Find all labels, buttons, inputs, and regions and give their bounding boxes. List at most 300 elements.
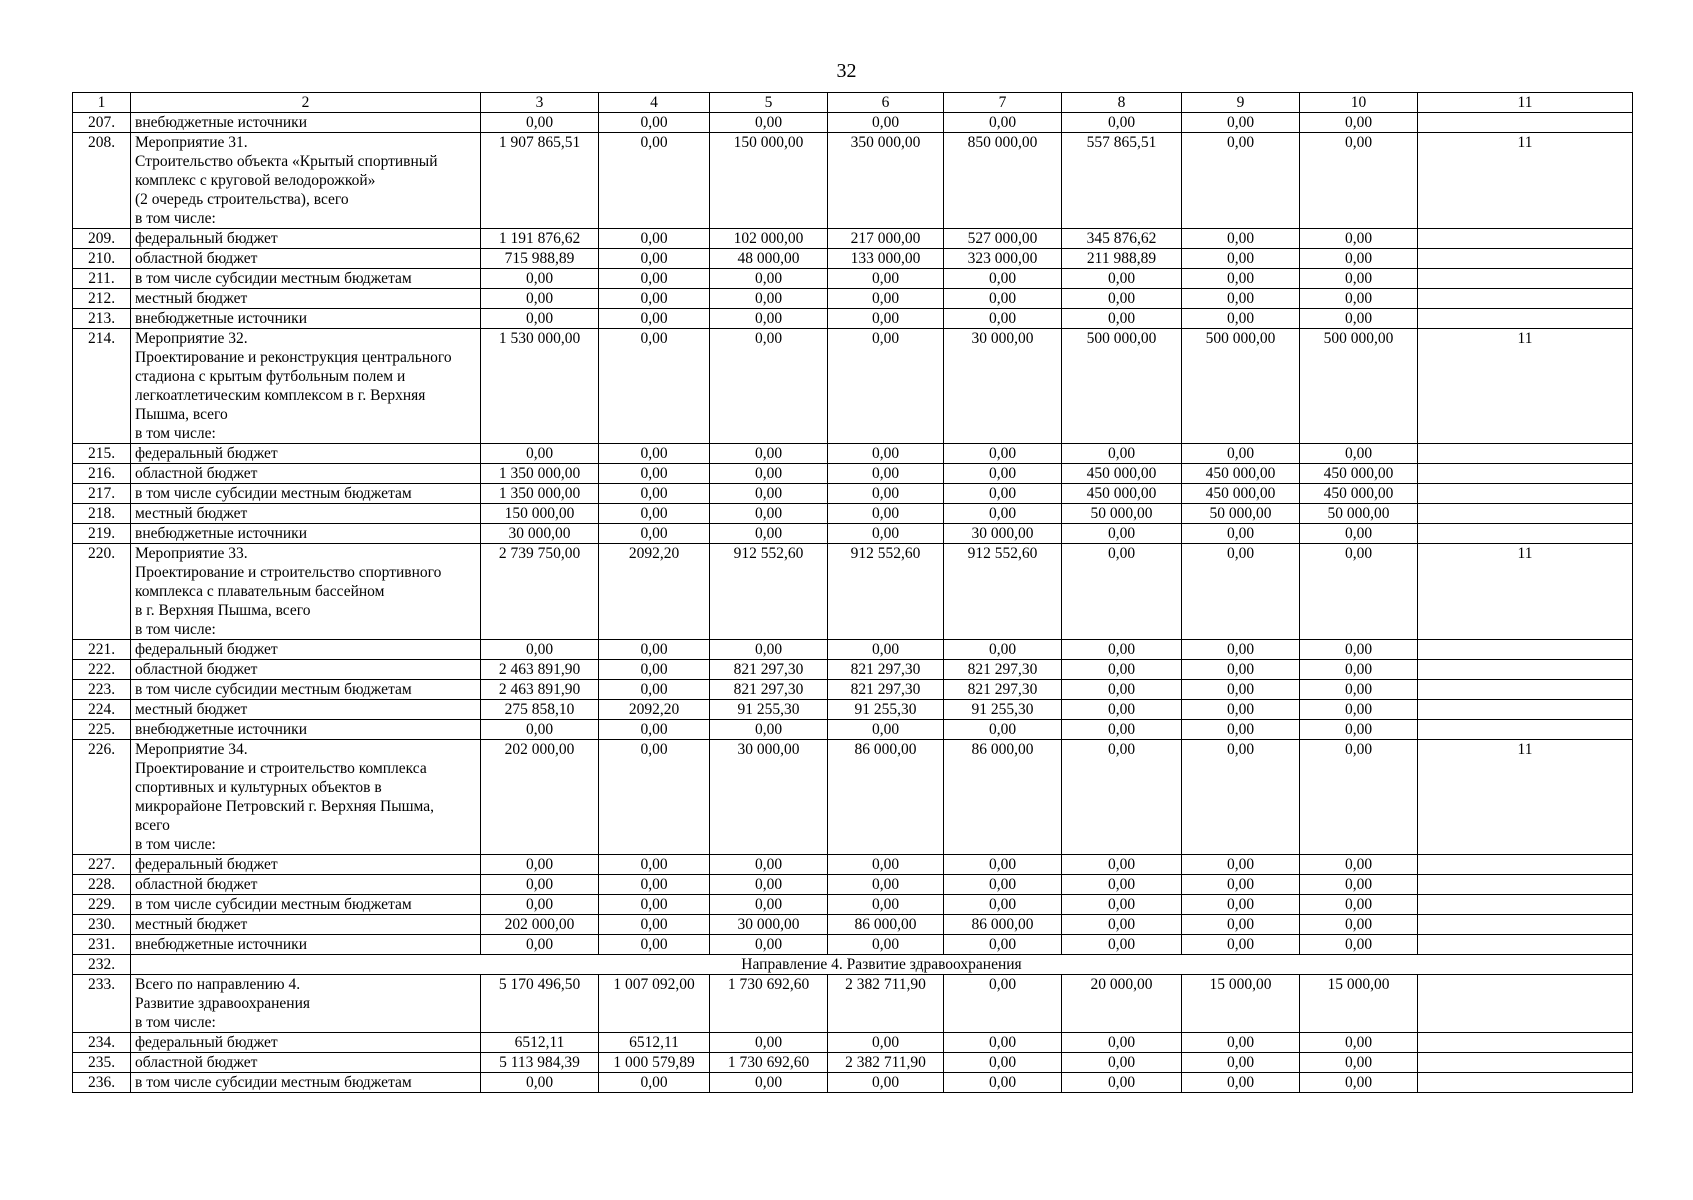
amount-cell: 821 297,30 — [828, 660, 944, 680]
amount-cell: 0,00 — [1300, 269, 1418, 289]
row-number: 224. — [73, 700, 131, 720]
amount-cell: 0,00 — [1182, 289, 1300, 309]
amount-cell: 15 000,00 — [1182, 975, 1300, 1033]
amount-cell: 0,00 — [599, 524, 710, 544]
column-header: 11 — [1418, 93, 1633, 113]
amount-cell: 0,00 — [1300, 524, 1418, 544]
amount-cell: 0,00 — [710, 895, 828, 915]
amount-cell: 500 000,00 — [1300, 329, 1418, 444]
amount-cell: 0,00 — [710, 640, 828, 660]
row-number: 219. — [73, 524, 131, 544]
amount-cell: 0,00 — [481, 269, 599, 289]
row-label: федеральный бюджет — [131, 640, 481, 660]
amount-cell: 0,00 — [1182, 229, 1300, 249]
amount-cell: 0,00 — [1300, 544, 1418, 640]
amount-cell: 0,00 — [599, 720, 710, 740]
amount-cell: 0,00 — [1182, 935, 1300, 955]
target-indicator-cell — [1418, 289, 1633, 309]
amount-cell: 0,00 — [599, 935, 710, 955]
amount-cell: 0,00 — [1182, 740, 1300, 855]
amount-cell: 0,00 — [599, 855, 710, 875]
column-header: 4 — [599, 93, 710, 113]
target-indicator-cell — [1418, 504, 1633, 524]
row-label: федеральный бюджет — [131, 444, 481, 464]
amount-cell: 0,00 — [828, 464, 944, 484]
amount-cell: 0,00 — [944, 484, 1062, 504]
amount-cell: 912 552,60 — [944, 544, 1062, 640]
table-row — [73, 700, 1633, 720]
amount-cell: 0,00 — [710, 504, 828, 524]
amount-cell: 0,00 — [599, 895, 710, 915]
amount-cell: 0,00 — [1182, 700, 1300, 720]
amount-cell: 202 000,00 — [481, 915, 599, 935]
amount-cell: 821 297,30 — [710, 680, 828, 700]
target-indicator-cell: 11 — [1418, 544, 1633, 640]
row-label: в том числе субсидии местным бюджетам — [131, 895, 481, 915]
table-row — [73, 133, 1633, 229]
amount-cell: 0,00 — [599, 640, 710, 660]
row-label: Всего по направлению 4. Развитие здравоохранения в том числе: — [131, 975, 481, 1033]
amount-cell: 0,00 — [481, 935, 599, 955]
row-number: 231. — [73, 935, 131, 955]
row-label: в том числе субсидии местным бюджетам — [131, 484, 481, 504]
amount-cell: 0,00 — [1300, 700, 1418, 720]
amount-cell: 0,00 — [1062, 289, 1182, 309]
amount-cell: 0,00 — [944, 464, 1062, 484]
amount-cell: 0,00 — [1182, 249, 1300, 269]
amount-cell: 450 000,00 — [1182, 464, 1300, 484]
row-label: в том числе субсидии местным бюджетам — [131, 269, 481, 289]
table-row — [73, 855, 1633, 875]
amount-cell: 0,00 — [710, 269, 828, 289]
amount-cell: 0,00 — [944, 504, 1062, 524]
amount-cell: 275 858,10 — [481, 700, 599, 720]
table-row — [73, 1053, 1633, 1073]
target-indicator-cell — [1418, 113, 1633, 133]
amount-cell: 323 000,00 — [944, 249, 1062, 269]
amount-cell: 50 000,00 — [1062, 504, 1182, 524]
table-row — [73, 464, 1633, 484]
amount-cell: 912 552,60 — [828, 544, 944, 640]
amount-cell: 0,00 — [1182, 269, 1300, 289]
table-row — [73, 895, 1633, 915]
amount-cell: 0,00 — [1182, 1033, 1300, 1053]
header-row — [73, 93, 1633, 113]
amount-cell: 2 463 891,90 — [481, 680, 599, 700]
table-row — [73, 269, 1633, 289]
amount-cell: 0,00 — [1062, 1053, 1182, 1073]
table-row — [73, 875, 1633, 895]
amount-cell: 450 000,00 — [1182, 484, 1300, 504]
amount-cell: 0,00 — [710, 935, 828, 955]
amount-cell: 202 000,00 — [481, 740, 599, 855]
amount-cell: 30 000,00 — [710, 915, 828, 935]
amount-cell: 30 000,00 — [710, 740, 828, 855]
amount-cell: 0,00 — [710, 309, 828, 329]
table-row — [73, 229, 1633, 249]
amount-cell: 6512,11 — [481, 1033, 599, 1053]
row-number: 221. — [73, 640, 131, 660]
amount-cell: 0,00 — [828, 484, 944, 504]
amount-cell: 0,00 — [1062, 444, 1182, 464]
row-label: внебюджетные источники — [131, 720, 481, 740]
amount-cell: 15 000,00 — [1300, 975, 1418, 1033]
column-header: 3 — [481, 93, 599, 113]
amount-cell: 1 191 876,62 — [481, 229, 599, 249]
budget-table — [72, 92, 1633, 1093]
table-row — [73, 444, 1633, 464]
target-indicator-cell — [1418, 464, 1633, 484]
amount-cell: 133 000,00 — [828, 249, 944, 269]
amount-cell: 0,00 — [1182, 680, 1300, 700]
amount-cell: 0,00 — [828, 935, 944, 955]
table-row — [73, 309, 1633, 329]
amount-cell: 850 000,00 — [944, 133, 1062, 229]
row-number: 212. — [73, 289, 131, 309]
section-heading: Направление 4. Развитие здравоохранения — [131, 955, 1633, 975]
row-number: 226. — [73, 740, 131, 855]
target-indicator-cell — [1418, 640, 1633, 660]
amount-cell: 0,00 — [1182, 875, 1300, 895]
amount-cell: 0,00 — [1062, 740, 1182, 855]
amount-cell: 50 000,00 — [1182, 504, 1300, 524]
amount-cell: 0,00 — [944, 720, 1062, 740]
amount-cell: 821 297,30 — [944, 660, 1062, 680]
target-indicator-cell — [1418, 444, 1633, 464]
row-number: 222. — [73, 660, 131, 680]
amount-cell: 0,00 — [944, 640, 1062, 660]
amount-cell: 0,00 — [944, 1033, 1062, 1053]
table-row — [73, 640, 1633, 660]
table-row — [73, 524, 1633, 544]
amount-cell: 0,00 — [710, 289, 828, 309]
row-label: в том числе субсидии местным бюджетам — [131, 1073, 481, 1093]
amount-cell: 0,00 — [944, 855, 1062, 875]
target-indicator-cell — [1418, 484, 1633, 504]
amount-cell: 0,00 — [828, 524, 944, 544]
amount-cell: 0,00 — [828, 444, 944, 464]
amount-cell: 0,00 — [599, 1073, 710, 1093]
amount-cell: 0,00 — [944, 444, 1062, 464]
amount-cell: 0,00 — [710, 1073, 828, 1093]
amount-cell: 2092,20 — [599, 700, 710, 720]
column-header: 5 — [710, 93, 828, 113]
amount-cell: 1 000 579,89 — [599, 1053, 710, 1073]
target-indicator-cell — [1418, 855, 1633, 875]
column-header: 10 — [1300, 93, 1418, 113]
row-label: местный бюджет — [131, 915, 481, 935]
row-number: 213. — [73, 309, 131, 329]
row-number: 211. — [73, 269, 131, 289]
row-number: 209. — [73, 229, 131, 249]
amount-cell: 0,00 — [1300, 660, 1418, 680]
row-number: 207. — [73, 113, 131, 133]
amount-cell: 0,00 — [481, 875, 599, 895]
amount-cell: 0,00 — [944, 269, 1062, 289]
amount-cell: 0,00 — [1062, 915, 1182, 935]
amount-cell: 0,00 — [1182, 309, 1300, 329]
amount-cell: 450 000,00 — [1062, 484, 1182, 504]
amount-cell: 0,00 — [828, 1073, 944, 1093]
table-row — [73, 680, 1633, 700]
row-number: 229. — [73, 895, 131, 915]
target-indicator-cell: 11 — [1418, 740, 1633, 855]
table-row — [73, 955, 1633, 975]
amount-cell: 0,00 — [1062, 875, 1182, 895]
amount-cell: 2092,20 — [599, 544, 710, 640]
amount-cell: 0,00 — [1182, 1073, 1300, 1093]
amount-cell: 0,00 — [828, 855, 944, 875]
amount-cell: 20 000,00 — [1062, 975, 1182, 1033]
row-number: 214. — [73, 329, 131, 444]
row-label: внебюджетные источники — [131, 309, 481, 329]
amount-cell: 0,00 — [599, 309, 710, 329]
amount-cell: 30 000,00 — [944, 329, 1062, 444]
amount-cell: 0,00 — [944, 975, 1062, 1033]
amount-cell: 0,00 — [944, 935, 1062, 955]
row-number: 223. — [73, 680, 131, 700]
row-number: 218. — [73, 504, 131, 524]
amount-cell: 211 988,89 — [1062, 249, 1182, 269]
amount-cell: 821 297,30 — [710, 660, 828, 680]
amount-cell: 0,00 — [599, 329, 710, 444]
amount-cell: 2 382 711,90 — [828, 1053, 944, 1073]
table-row — [73, 1033, 1633, 1053]
amount-cell: 0,00 — [828, 504, 944, 524]
amount-cell: 0,00 — [1182, 133, 1300, 229]
amount-cell: 0,00 — [1182, 544, 1300, 640]
target-indicator-cell — [1418, 875, 1633, 895]
amount-cell: 0,00 — [1062, 700, 1182, 720]
amount-cell: 0,00 — [1182, 1053, 1300, 1073]
amount-cell: 0,00 — [828, 309, 944, 329]
target-indicator-cell — [1418, 975, 1633, 1033]
amount-cell: 91 255,30 — [828, 700, 944, 720]
target-indicator-cell — [1418, 700, 1633, 720]
amount-cell: 1 007 092,00 — [599, 975, 710, 1033]
row-label: областной бюджет — [131, 875, 481, 895]
row-label: Мероприятие 32. Проектирование и реконструкция центрального стадиона с крытым футбольным полем и легкоатлетическим комплексом в г. Верхняя Пышма, всего в том числе: — [131, 329, 481, 444]
amount-cell: 0,00 — [481, 720, 599, 740]
amount-cell: 0,00 — [828, 269, 944, 289]
amount-cell: 0,00 — [1300, 133, 1418, 229]
column-header: 9 — [1182, 93, 1300, 113]
amount-cell: 0,00 — [1300, 915, 1418, 935]
amount-cell: 0,00 — [1062, 1033, 1182, 1053]
target-indicator-cell — [1418, 309, 1633, 329]
amount-cell: 450 000,00 — [1062, 464, 1182, 484]
row-number: 225. — [73, 720, 131, 740]
amount-cell: 450 000,00 — [1300, 484, 1418, 504]
amount-cell: 0,00 — [828, 289, 944, 309]
amount-cell: 0,00 — [599, 915, 710, 935]
amount-cell: 0,00 — [1182, 444, 1300, 464]
amount-cell: 0,00 — [481, 1073, 599, 1093]
amount-cell: 0,00 — [1300, 935, 1418, 955]
amount-cell: 0,00 — [481, 309, 599, 329]
row-number: 220. — [73, 544, 131, 640]
amount-cell: 0,00 — [944, 875, 1062, 895]
amount-cell: 821 297,30 — [944, 680, 1062, 700]
amount-cell: 0,00 — [710, 444, 828, 464]
row-label: федеральный бюджет — [131, 229, 481, 249]
row-number: 232. — [73, 955, 131, 975]
amount-cell: 0,00 — [1182, 113, 1300, 133]
table-row — [73, 484, 1633, 504]
amount-cell: 0,00 — [599, 504, 710, 524]
amount-cell: 0,00 — [1182, 855, 1300, 875]
amount-cell: 86 000,00 — [944, 915, 1062, 935]
row-label: областной бюджет — [131, 1053, 481, 1073]
amount-cell: 0,00 — [1062, 309, 1182, 329]
amount-cell: 30 000,00 — [944, 524, 1062, 544]
amount-cell: 0,00 — [1300, 444, 1418, 464]
amount-cell: 0,00 — [828, 640, 944, 660]
row-number: 234. — [73, 1033, 131, 1053]
amount-cell: 1 907 865,51 — [481, 133, 599, 229]
row-number: 230. — [73, 915, 131, 935]
target-indicator-cell — [1418, 269, 1633, 289]
row-number: 216. — [73, 464, 131, 484]
amount-cell: 0,00 — [1062, 1073, 1182, 1093]
target-indicator-cell — [1418, 895, 1633, 915]
amount-cell: 0,00 — [710, 875, 828, 895]
amount-cell: 50 000,00 — [1300, 504, 1418, 524]
amount-cell: 0,00 — [944, 309, 1062, 329]
amount-cell: 0,00 — [599, 484, 710, 504]
column-header: 6 — [828, 93, 944, 113]
amount-cell: 0,00 — [1300, 1053, 1418, 1073]
target-indicator-cell — [1418, 249, 1633, 269]
amount-cell: 450 000,00 — [1300, 464, 1418, 484]
amount-cell: 0,00 — [710, 329, 828, 444]
amount-cell: 0,00 — [1300, 289, 1418, 309]
amount-cell: 0,00 — [599, 249, 710, 269]
table-row — [73, 544, 1633, 640]
amount-cell: 0,00 — [1300, 229, 1418, 249]
amount-cell: 0,00 — [828, 875, 944, 895]
target-indicator-cell — [1418, 229, 1633, 249]
target-indicator-cell — [1418, 915, 1633, 935]
row-number: 228. — [73, 875, 131, 895]
amount-cell: 500 000,00 — [1182, 329, 1300, 444]
amount-cell: 86 000,00 — [944, 740, 1062, 855]
table-row — [73, 740, 1633, 855]
row-number: 233. — [73, 975, 131, 1033]
row-label: местный бюджет — [131, 289, 481, 309]
table-row — [73, 113, 1633, 133]
amount-cell: 0,00 — [1300, 895, 1418, 915]
amount-cell: 6512,11 — [599, 1033, 710, 1053]
row-label: областной бюджет — [131, 660, 481, 680]
row-label: внебюджетные источники — [131, 524, 481, 544]
amount-cell: 0,00 — [710, 855, 828, 875]
amount-cell: 0,00 — [1300, 855, 1418, 875]
amount-cell: 0,00 — [599, 660, 710, 680]
amount-cell: 527 000,00 — [944, 229, 1062, 249]
amount-cell: 0,00 — [1300, 875, 1418, 895]
amount-cell: 0,00 — [710, 464, 828, 484]
amount-cell: 0,00 — [481, 113, 599, 133]
amount-cell: 0,00 — [599, 229, 710, 249]
amount-cell: 0,00 — [599, 464, 710, 484]
amount-cell: 0,00 — [599, 444, 710, 464]
table-body — [73, 93, 1633, 1093]
table-row — [73, 504, 1633, 524]
table-row — [73, 935, 1633, 955]
amount-cell: 0,00 — [481, 444, 599, 464]
row-label: местный бюджет — [131, 700, 481, 720]
table-row — [73, 329, 1633, 444]
amount-cell: 0,00 — [1062, 640, 1182, 660]
amount-cell: 2 739 750,00 — [481, 544, 599, 640]
amount-cell: 1 730 692,60 — [710, 975, 828, 1033]
amount-cell: 0,00 — [828, 720, 944, 740]
amount-cell: 217 000,00 — [828, 229, 944, 249]
row-label: местный бюджет — [131, 504, 481, 524]
amount-cell: 0,00 — [1300, 1033, 1418, 1053]
amount-cell: 0,00 — [1062, 935, 1182, 955]
row-label: в том числе субсидии местным бюджетам — [131, 680, 481, 700]
amount-cell: 557 865,51 — [1062, 133, 1182, 229]
page-number: 32 — [836, 60, 857, 82]
amount-cell: 0,00 — [710, 524, 828, 544]
amount-cell: 0,00 — [599, 289, 710, 309]
amount-cell: 0,00 — [1182, 895, 1300, 915]
amount-cell: 91 255,30 — [710, 700, 828, 720]
amount-cell: 500 000,00 — [1062, 329, 1182, 444]
amount-cell: 0,00 — [1300, 740, 1418, 855]
row-number: 236. — [73, 1073, 131, 1093]
target-indicator-cell — [1418, 680, 1633, 700]
row-label: федеральный бюджет — [131, 855, 481, 875]
amount-cell: 0,00 — [1300, 249, 1418, 269]
amount-cell: 30 000,00 — [481, 524, 599, 544]
amount-cell: 0,00 — [828, 1033, 944, 1053]
row-number: 227. — [73, 855, 131, 875]
column-header: 8 — [1062, 93, 1182, 113]
amount-cell: 0,00 — [1062, 680, 1182, 700]
row-label: областной бюджет — [131, 249, 481, 269]
amount-cell: 5 170 496,50 — [481, 975, 599, 1033]
amount-cell: 0,00 — [1182, 915, 1300, 935]
column-header: 7 — [944, 93, 1062, 113]
amount-cell: 0,00 — [944, 1073, 1062, 1093]
amount-cell: 0,00 — [944, 113, 1062, 133]
row-number: 217. — [73, 484, 131, 504]
target-indicator-cell — [1418, 935, 1633, 955]
amount-cell: 350 000,00 — [828, 133, 944, 229]
amount-cell: 0,00 — [710, 720, 828, 740]
amount-cell: 0,00 — [944, 895, 1062, 915]
table-row — [73, 660, 1633, 680]
amount-cell: 345 876,62 — [1062, 229, 1182, 249]
amount-cell: 0,00 — [1300, 640, 1418, 660]
amount-cell: 0,00 — [481, 855, 599, 875]
amount-cell: 91 255,30 — [944, 700, 1062, 720]
amount-cell: 912 552,60 — [710, 544, 828, 640]
target-indicator-cell: 11 — [1418, 329, 1633, 444]
amount-cell: 0,00 — [1300, 113, 1418, 133]
amount-cell: 0,00 — [1182, 640, 1300, 660]
amount-cell: 0,00 — [1062, 269, 1182, 289]
amount-cell: 0,00 — [1182, 660, 1300, 680]
table-row — [73, 975, 1633, 1033]
amount-cell: 0,00 — [599, 680, 710, 700]
target-indicator-cell — [1418, 524, 1633, 544]
amount-cell: 0,00 — [1062, 720, 1182, 740]
amount-cell: 0,00 — [1300, 1073, 1418, 1093]
